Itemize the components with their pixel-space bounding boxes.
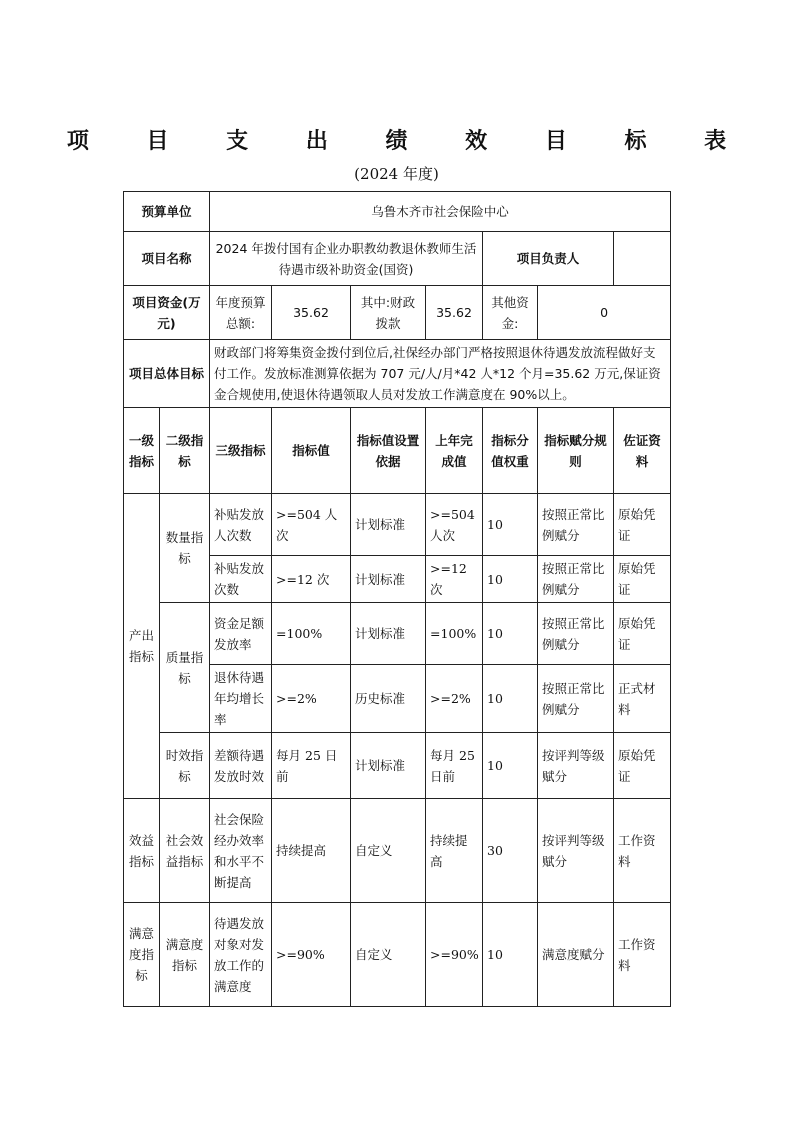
prev-value: >=12 次 (426, 556, 483, 603)
col-header-rule: 指标赋分规则 (538, 408, 614, 494)
weight: 10 (483, 556, 538, 603)
prev-value: >=504 人次 (426, 494, 483, 556)
funds-row (124, 286, 671, 340)
overall-goal-label: 项目总体目标 (124, 340, 210, 408)
group-output: 产出指标 (124, 494, 160, 799)
project-leader-value (614, 232, 671, 286)
group-quantity: 数量指标 (160, 494, 210, 603)
scoring-rule: 满意度赋分 (538, 903, 614, 1007)
project-leader-label: 项目负责人 (483, 232, 614, 286)
l3-indicator: 社会保险经办效率和水平不断提高 (210, 799, 272, 903)
indicator-basis: 自定义 (351, 903, 426, 1007)
page-title: 项 目 支 出 绩 效 目 标 表 (66, 128, 752, 154)
weight: 10 (483, 665, 538, 733)
overall-goal-row (124, 340, 671, 408)
weight: 10 (483, 733, 538, 799)
group-timeliness: 时效指标 (160, 733, 210, 799)
project-name-label: 项目名称 (124, 232, 210, 286)
fiscal-value: 35.62 (426, 286, 483, 340)
l3-indicator: 补贴发放次数 (210, 556, 272, 603)
indicator-value: >=504 人次 (272, 494, 351, 556)
col-header-value: 指标值 (272, 408, 351, 494)
budget-unit-label: 预算单位 (124, 192, 210, 232)
scoring-rule: 按评判等级赋分 (538, 799, 614, 903)
indicator-value: 持续提高 (272, 799, 351, 903)
scoring-rule: 按照正常比例赋分 (538, 556, 614, 603)
project-name-row (124, 232, 671, 286)
col-header-prev: 上年完成值 (426, 408, 483, 494)
fiscal-label: 其中:财政拨款 (351, 286, 426, 340)
l3-indicator: 补贴发放人次数 (210, 494, 272, 556)
evidence: 正式材料 (614, 665, 671, 733)
group-satisfaction: 满意度指标 (124, 903, 160, 1007)
evidence: 原始凭证 (614, 733, 671, 799)
prev-value: =100% (426, 603, 483, 665)
scoring-rule: 按照正常比例赋分 (538, 603, 614, 665)
weight: 10 (483, 603, 538, 665)
indicator-basis: 计划标准 (351, 494, 426, 556)
indicator-value: >=90% (272, 903, 351, 1007)
overall-goal-value: 财政部门将筹集资金拨付到位后,社保经办部门严格按照退休待遇发放流程做好支付工作。发放标准测算依据为 707 元/人/月*42 人*12 个月=35.62 万元,保证资金合规使用,使退休待遇领取人员对发放工作满意度在 90%以上。 (210, 340, 671, 408)
l3-indicator: 退休待遇年均增长率 (210, 665, 272, 733)
evidence: 工作资料 (614, 799, 671, 903)
indicator-basis: 计划标准 (351, 556, 426, 603)
scoring-rule: 按照正常比例赋分 (538, 665, 614, 733)
col-header-l2: 二级指标 (160, 408, 210, 494)
table-row (124, 733, 671, 799)
budget-unit-row (124, 192, 671, 232)
evidence: 原始凭证 (614, 556, 671, 603)
col-header-basis: 指标值设置依据 (351, 408, 426, 494)
col-header-weight: 指标分值权重 (483, 408, 538, 494)
budget-unit-value: 乌鲁木齐市社会保险中心 (210, 192, 671, 232)
indicator-basis: 计划标准 (351, 733, 426, 799)
other-funds-label: 其他资金: (483, 286, 538, 340)
funds-label: 项目资金(万元) (124, 286, 210, 340)
annual-budget-label: 年度预算总额: (210, 286, 272, 340)
weight: 10 (483, 903, 538, 1007)
page-subtitle: (2024 年度) (354, 165, 439, 183)
weight: 10 (483, 494, 538, 556)
table-row (124, 799, 671, 903)
indicator-value: >=12 次 (272, 556, 351, 603)
indicator-basis: 历史标准 (351, 665, 426, 733)
group-satisfaction-sub: 满意度指标 (160, 903, 210, 1007)
column-header-row (124, 408, 671, 494)
group-quality: 质量指标 (160, 603, 210, 733)
project-name-value: 2024 年拨付国有企业办职教幼教退休教师生活待遇市级补助资金(国资) (210, 232, 483, 286)
col-header-l3: 三级指标 (210, 408, 272, 494)
col-header-l1: 一级指标 (124, 408, 160, 494)
indicator-basis: 计划标准 (351, 603, 426, 665)
l3-indicator: 资金足额发放率 (210, 603, 272, 665)
table-row (124, 603, 671, 665)
group-benefit: 效益指标 (124, 799, 160, 903)
evidence: 原始凭证 (614, 603, 671, 665)
evidence: 工作资料 (614, 903, 671, 1007)
prev-value: >=90% (426, 903, 483, 1007)
prev-value: 每月 25 日前 (426, 733, 483, 799)
evidence: 原始凭证 (614, 494, 671, 556)
l3-indicator: 待遇发放对象对发放工作的满意度 (210, 903, 272, 1007)
prev-value: 持续提高 (426, 799, 483, 903)
performance-table (123, 191, 671, 1007)
indicator-value: >=2% (272, 665, 351, 733)
col-header-evidence: 佐证资料 (614, 408, 671, 494)
prev-value: >=2% (426, 665, 483, 733)
table-row (124, 494, 671, 556)
weight: 30 (483, 799, 538, 903)
group-social-benefit: 社会效益指标 (160, 799, 210, 903)
indicator-value: 每月 25 日前 (272, 733, 351, 799)
other-funds-value: 0 (538, 286, 671, 340)
scoring-rule: 按照正常比例赋分 (538, 494, 614, 556)
scoring-rule: 按评判等级赋分 (538, 733, 614, 799)
indicator-value: =100% (272, 603, 351, 665)
indicator-basis: 自定义 (351, 799, 426, 903)
l3-indicator: 差额待遇发放时效 (210, 733, 272, 799)
annual-budget-value: 35.62 (272, 286, 351, 340)
table-row (124, 903, 671, 1007)
